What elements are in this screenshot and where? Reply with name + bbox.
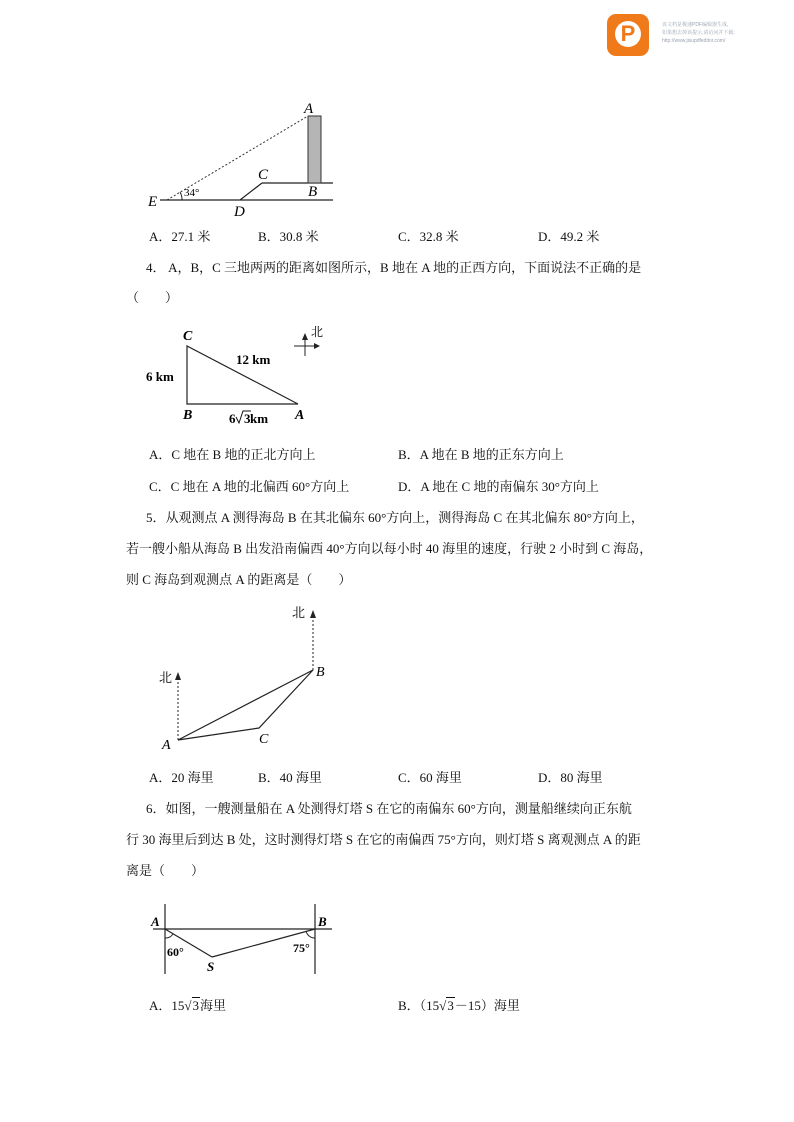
label-hypotenuse: 12 km	[236, 352, 271, 367]
angle-arc	[180, 192, 182, 200]
q6-option-b-prefix: B．（15	[398, 998, 440, 1013]
label-A: A	[295, 408, 305, 423]
q5-text-line1: 5．从观测点 A 测得海岛 B 在其北偏东 60°方向上，测得海岛 C 在其北偏东 80°方向上，	[146, 510, 644, 525]
q3-option-b[interactable]: B．30.8 米	[258, 229, 319, 244]
logo-letter: P	[620, 21, 636, 46]
watermark-text	[662, 21, 792, 45]
north-label: 北	[311, 325, 324, 339]
north-arrow-icon	[175, 672, 181, 680]
q5-text-line3: 则 C 海岛到观测点 A 的距离是（ ）	[126, 572, 352, 587]
q5-figure	[150, 600, 350, 755]
tower-AB	[308, 116, 321, 183]
q4-option-c[interactable]: C．C 地在 A 地的北偏西 60°方向上	[149, 479, 350, 494]
line-DC	[240, 183, 262, 200]
label-base-rad: 3	[244, 411, 251, 426]
label-S: S	[207, 959, 215, 974]
q4-text: A，B，C 三地两两的距离如图所示，B 地在 A 地的正西方向，下面说法不正确的是	[168, 260, 642, 275]
q4-option-d[interactable]: D．A 地在 C 地的南偏东 30°方向上	[398, 479, 599, 494]
north-arrow-icon	[302, 333, 308, 340]
q3-option-a[interactable]: A．27.1 米	[149, 229, 211, 244]
q4-question	[146, 260, 641, 276]
label-C: C	[259, 732, 269, 747]
q6-option-b[interactable]	[398, 998, 520, 1014]
label-D: D	[234, 204, 245, 220]
q5-option-b[interactable]: B．40 海里	[258, 770, 322, 785]
north-arrow-icon	[310, 610, 316, 618]
q6-text-line1: 6．如图，一艘测量船在 A 处测得灯塔 S 在它的南偏东 60°方向，测量船继续向正东航	[146, 801, 632, 816]
q6-option-b-rad: 3	[447, 998, 454, 1013]
q4-option-b[interactable]: B．A 地在 B 地的正东方向上	[398, 447, 564, 462]
q5-option-c[interactable]: C．60 海里	[398, 770, 462, 785]
label-B: B	[318, 914, 327, 929]
label-A: A	[162, 738, 171, 753]
label-C: C	[183, 329, 193, 344]
label-C: C	[258, 167, 269, 183]
label-B: B	[183, 408, 193, 423]
watermark-link[interactable]: http://www.jisupdfeditor.com/	[662, 38, 726, 44]
north-label-A: 北	[159, 670, 173, 685]
label-A: A	[304, 101, 314, 117]
q6-option-b-suffix: －15）海里	[454, 998, 520, 1013]
q6-figure	[145, 900, 345, 980]
q6-option-a-rad: 3	[192, 998, 200, 1013]
angle-arc-A	[165, 934, 173, 938]
q4-option-a[interactable]: A．C 地在 B 地的正北方向上	[149, 447, 316, 462]
label-base-coef: 6	[229, 411, 236, 426]
angle-label-B: 75°	[293, 941, 310, 955]
east-arrow-icon	[314, 343, 320, 349]
angle-label: 34°	[184, 187, 200, 199]
q3-option-c[interactable]: C．32.8 米	[398, 229, 459, 244]
label-left-side: 6 km	[146, 369, 174, 384]
q6-option-a-suffix: 海里	[200, 998, 227, 1013]
label-B: B	[308, 184, 318, 200]
q6-option-a-prefix: A．15	[149, 998, 185, 1013]
triangle-ABC	[178, 670, 313, 740]
q3-option-d[interactable]: D．49.2 米	[538, 229, 600, 244]
q6-text-line2: 行 30 海里后到达 B 处，这时测得灯塔 S 在它的南偏西 75°方向，则灯塔 S 离观测点 A 的距	[126, 832, 641, 847]
watermark-line: 该文档是极速PDF编辑器生成,	[662, 22, 729, 28]
angle-arc-B	[306, 931, 315, 938]
label-B: B	[316, 665, 325, 680]
q4-figure	[140, 322, 340, 432]
q5-option-a[interactable]: A．20 海里	[149, 770, 214, 785]
label-E: E	[148, 194, 158, 210]
pdf-editor-logo	[607, 14, 649, 56]
sqrt-symbol: √3	[439, 998, 454, 1013]
watermark-line: 如果想去掉该提示,请访问并下载:	[662, 30, 735, 36]
label-base-unit: km	[250, 411, 269, 426]
angle-label-A: 60°	[167, 945, 184, 959]
q6-text-line3: 离是（ ）	[126, 863, 205, 878]
label-A: A	[151, 914, 160, 929]
q4-answer-blank: （ ）	[126, 290, 179, 305]
north-label-B: 北	[292, 605, 306, 620]
sqrt-symbol: √3	[184, 998, 200, 1013]
q5-text-line2: 若一艘小船从海岛 B 出发沿南偏西 40°方向以每小时 40 海里的速度，行驶 2 小时到 C 海岛，	[126, 541, 653, 556]
q6-option-a[interactable]	[149, 998, 226, 1014]
q4-number: 4．	[146, 260, 166, 275]
q5-option-d[interactable]: D．80 海里	[538, 770, 603, 785]
q3-figure	[140, 98, 350, 220]
